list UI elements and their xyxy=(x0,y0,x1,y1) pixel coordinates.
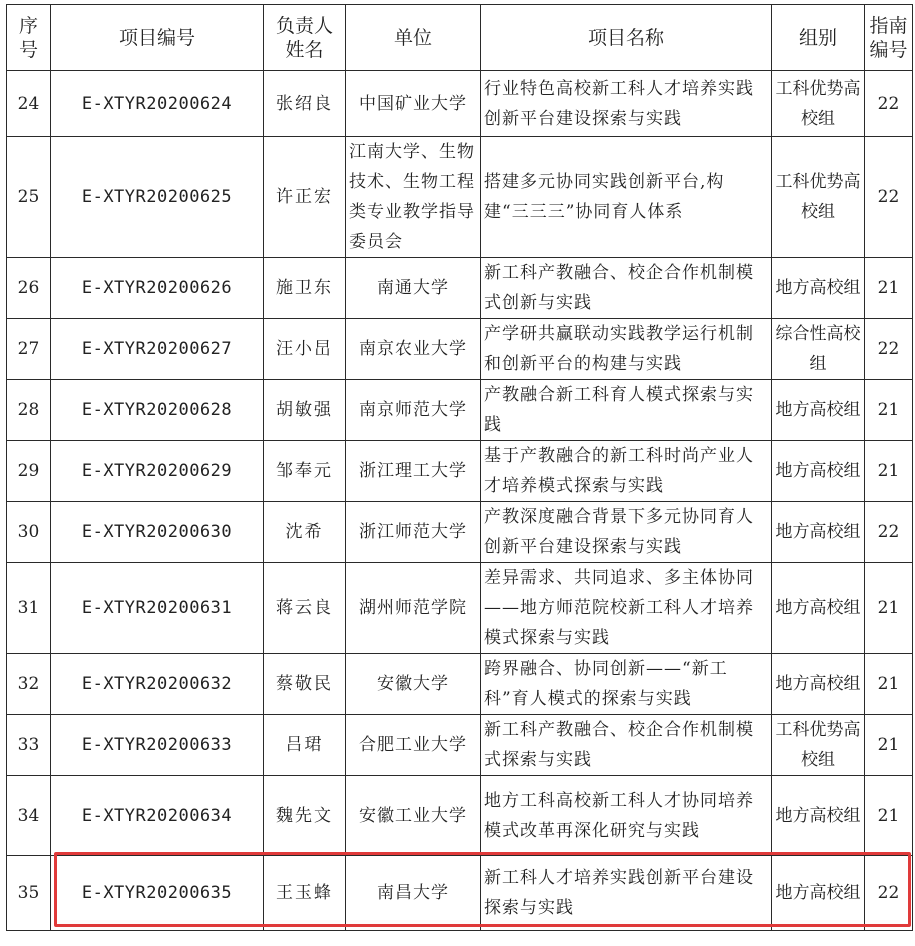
leader-name: 沈希 xyxy=(264,502,346,563)
row-index: 27 xyxy=(7,319,51,380)
group-name: 地方高校组 xyxy=(772,654,865,715)
guide-number: 22 xyxy=(865,856,913,931)
project-title: 新工科产教融合、校企合作机制模式探索与实践 xyxy=(481,715,772,776)
project-code: E-XTYR20200627 xyxy=(51,319,264,380)
project-title: 产学研共赢联动实践教学运行机制和创新平台的构建与实践 xyxy=(481,319,772,380)
row-index: 25 xyxy=(7,137,51,258)
project-title: 差异需求、共同追求、多主体协同——地方师范院校新工科人才培养模式探索与实践 xyxy=(481,563,772,654)
header-leader-line1: 负责人 xyxy=(275,14,333,37)
row-index: 24 xyxy=(7,71,51,137)
leader-name: 汪小旵 xyxy=(264,319,346,380)
header-group-label: 组别 xyxy=(798,26,837,49)
guide-number: 22 xyxy=(865,502,913,563)
guide-number: 21 xyxy=(865,715,913,776)
project-code: E-XTYR20200624 xyxy=(51,71,264,137)
guide-number: 21 xyxy=(865,776,913,856)
leader-name: 施卫东 xyxy=(264,258,346,319)
project-code: E-XTYR20200635 xyxy=(51,856,264,931)
group-name: 工科优势高校组 xyxy=(772,137,865,258)
leader-name: 许正宏 xyxy=(264,137,346,258)
unit-name: 南通大学 xyxy=(346,258,481,319)
group-name: 工科优势高校组 xyxy=(772,71,865,137)
header-title-label: 项目名称 xyxy=(587,26,664,49)
header-code-label: 项目编号 xyxy=(118,26,195,49)
project-code: E-XTYR20200626 xyxy=(51,258,264,319)
header-idx-label: 序号 xyxy=(18,14,38,61)
project-title: 新工科产教融合、校企合作机制模式创新与实践 xyxy=(481,258,772,319)
leader-name: 胡敏强 xyxy=(264,380,346,441)
group-name: 地方高校组 xyxy=(772,563,865,654)
unit-name: 江南大学、生物技术、生物工程类专业教学指导委员会 xyxy=(346,137,481,258)
header-leader xyxy=(264,5,346,71)
project-code: E-XTYR20200632 xyxy=(51,654,264,715)
row-index: 34 xyxy=(7,776,51,856)
unit-name: 安徽大学 xyxy=(346,654,481,715)
project-code: E-XTYR20200631 xyxy=(51,563,264,654)
group-name: 地方高校组 xyxy=(772,502,865,563)
unit-name: 南昌大学 xyxy=(346,856,481,931)
guide-number: 21 xyxy=(865,654,913,715)
row-index: 33 xyxy=(7,715,51,776)
project-code: E-XTYR20200625 xyxy=(51,137,264,258)
table-row xyxy=(7,654,913,715)
row-index: 31 xyxy=(7,563,51,654)
header-code xyxy=(51,5,264,71)
guide-number: 21 xyxy=(865,258,913,319)
group-name: 地方高校组 xyxy=(772,258,865,319)
table-row xyxy=(7,71,913,137)
leader-name: 邹奉元 xyxy=(264,441,346,502)
guide-number: 21 xyxy=(865,441,913,502)
header-guide xyxy=(865,5,913,71)
unit-name: 浙江理工大学 xyxy=(346,441,481,502)
project-table xyxy=(6,4,913,931)
unit-name: 南京农业大学 xyxy=(346,319,481,380)
unit-name: 安徽工业大学 xyxy=(346,776,481,856)
group-name: 地方高校组 xyxy=(772,776,865,856)
row-index: 32 xyxy=(7,654,51,715)
table-row xyxy=(7,776,913,856)
guide-number: 22 xyxy=(865,71,913,137)
header-unit-label: 单位 xyxy=(393,26,432,49)
unit-name: 湖州师范学院 xyxy=(346,563,481,654)
project-title: 跨界融合、协同创新——“新工科”育人模式的探索与实践 xyxy=(481,654,772,715)
group-name: 地方高校组 xyxy=(772,380,865,441)
table-row xyxy=(7,319,913,380)
project-title: 行业特色高校新工科人才培养实践创新平台建设探索与实践 xyxy=(481,71,772,137)
group-name: 地方高校组 xyxy=(772,441,865,502)
header-leader-line2: 姓名 xyxy=(285,38,324,61)
leader-name: 蔡敬民 xyxy=(264,654,346,715)
project-title: 搭建多元协同实践创新平台,构建“三三三”协同育人体系 xyxy=(481,137,772,258)
table-row xyxy=(7,258,913,319)
row-index: 26 xyxy=(7,258,51,319)
project-title: 新工科人才培养实践创新平台建设探索与实践 xyxy=(481,856,772,931)
table-row xyxy=(7,380,913,441)
unit-name: 中国矿业大学 xyxy=(346,71,481,137)
group-name: 综合性高校组 xyxy=(772,319,865,380)
table-row xyxy=(7,563,913,654)
row-index: 28 xyxy=(7,380,51,441)
table-row xyxy=(7,715,913,776)
header-group xyxy=(772,5,865,71)
header-unit xyxy=(346,5,481,71)
unit-name: 合肥工业大学 xyxy=(346,715,481,776)
highlight-box xyxy=(54,852,911,927)
row-index: 29 xyxy=(7,441,51,502)
project-code: E-XTYR20200629 xyxy=(51,441,264,502)
project-title: 基于产教融合的新工科时尚产业人才培养模式探索与实践 xyxy=(481,441,772,502)
document-page xyxy=(6,4,912,931)
unit-name: 浙江师范大学 xyxy=(346,502,481,563)
project-title: 产教深度融合背景下多元协同育人创新平台建设探索与实践 xyxy=(481,502,772,563)
project-code: E-XTYR20200633 xyxy=(51,715,264,776)
header-title xyxy=(481,5,772,71)
project-title: 产教融合新工科育人模式探索与实践 xyxy=(481,380,772,441)
guide-number: 21 xyxy=(865,380,913,441)
header-guide-line2: 编号 xyxy=(869,38,908,61)
header-idx xyxy=(7,5,51,71)
project-title: 地方工科高校新工科人才协同培养模式改革再深化研究与实践 xyxy=(481,776,772,856)
table-header-row xyxy=(7,5,913,71)
leader-name: 魏先文 xyxy=(264,776,346,856)
guide-number: 22 xyxy=(865,137,913,258)
project-code: E-XTYR20200630 xyxy=(51,502,264,563)
table-row xyxy=(7,441,913,502)
table-row xyxy=(7,137,913,258)
header-guide-line1: 指南 xyxy=(869,14,908,37)
leader-name: 王玉蜂 xyxy=(264,856,346,931)
leader-name: 张绍良 xyxy=(264,71,346,137)
row-index: 35 xyxy=(7,856,51,931)
leader-name: 吕珺 xyxy=(264,715,346,776)
leader-name: 蒋云良 xyxy=(264,563,346,654)
unit-name: 南京师范大学 xyxy=(346,380,481,441)
project-code: E-XTYR20200634 xyxy=(51,776,264,856)
group-name: 工科优势高校组 xyxy=(772,715,865,776)
row-index: 30 xyxy=(7,502,51,563)
group-name: 地方高校组 xyxy=(772,856,865,931)
guide-number: 21 xyxy=(865,563,913,654)
table-row xyxy=(7,502,913,563)
project-code: E-XTYR20200628 xyxy=(51,380,264,441)
guide-number: 22 xyxy=(865,319,913,380)
